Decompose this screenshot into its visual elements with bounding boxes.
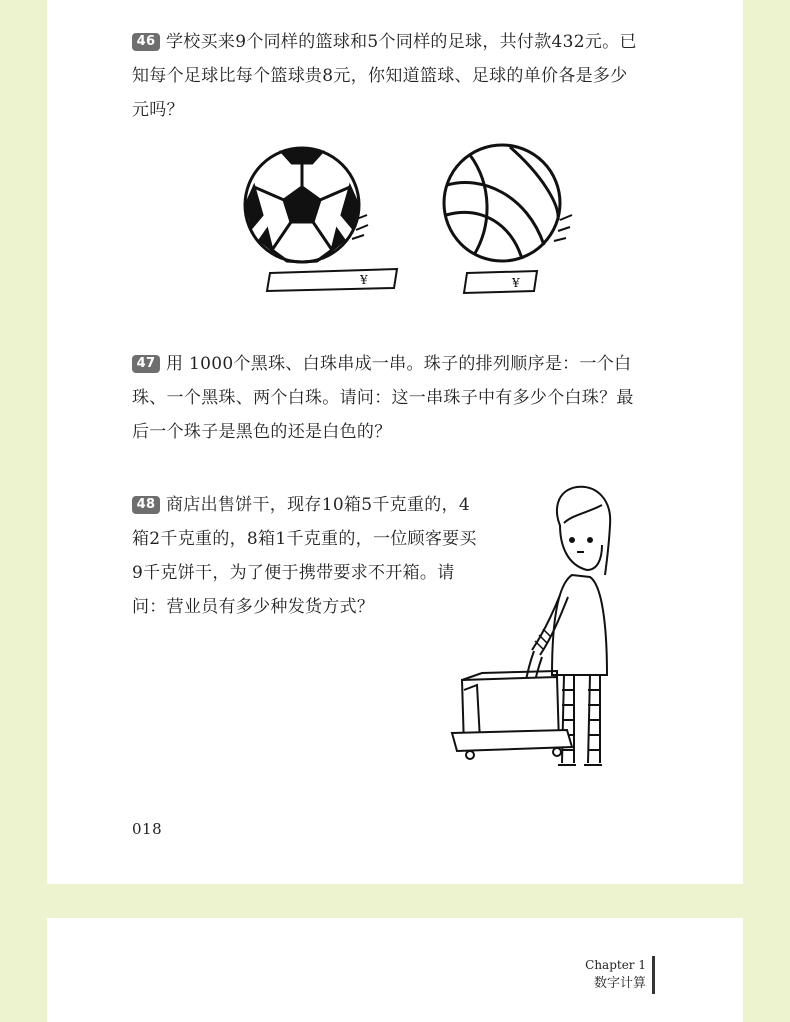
question-number-badge: 47 <box>132 355 160 373</box>
chapter-header <box>585 956 655 994</box>
price-tag-icon <box>464 271 537 293</box>
chapter-title: 数字计算 <box>593 976 646 991</box>
question-number-badge: 46 <box>132 33 160 51</box>
question-text: 商店出售饼干，现存10箱5千克重的，4箱2千克重的，8箱1千克重的，一位顾客要买9千克饼干，为了便于携带要求不开箱。请问：营业员有多少种发货方式？ <box>132 495 477 617</box>
question-47 <box>132 347 637 449</box>
book-page <box>47 0 743 884</box>
chapter-label: Chapter 1 <box>585 958 646 972</box>
price-tag-symbol: ¥ <box>512 276 520 290</box>
question-46 <box>132 25 637 127</box>
question-text: 学校买来9个同样的篮球和5个同样的足球，共付款432元。已知每个足球比每个篮球贵8元，你知道篮球、足球的单价各是多少元吗？ <box>132 32 637 120</box>
basketball-icon <box>444 145 572 261</box>
balls-illustration <box>242 145 572 300</box>
price-tag-icon <box>267 269 397 291</box>
page-number: 018 <box>132 820 163 838</box>
question-number-badge: 48 <box>132 496 160 514</box>
question-text: 用 1000个黑珠、白珠串成一串。珠子的排列顺序是：一个白珠、一个黑珠、两个白珠。请问：这一串珠子中有多少个白珠？最后一个珠子是黑色的还是白色的？ <box>132 354 634 442</box>
soccer-ball-icon <box>245 148 368 262</box>
cart-person-illustration <box>402 485 617 770</box>
price-tag-symbol: ¥ <box>360 273 368 287</box>
book-page <box>47 918 743 1022</box>
